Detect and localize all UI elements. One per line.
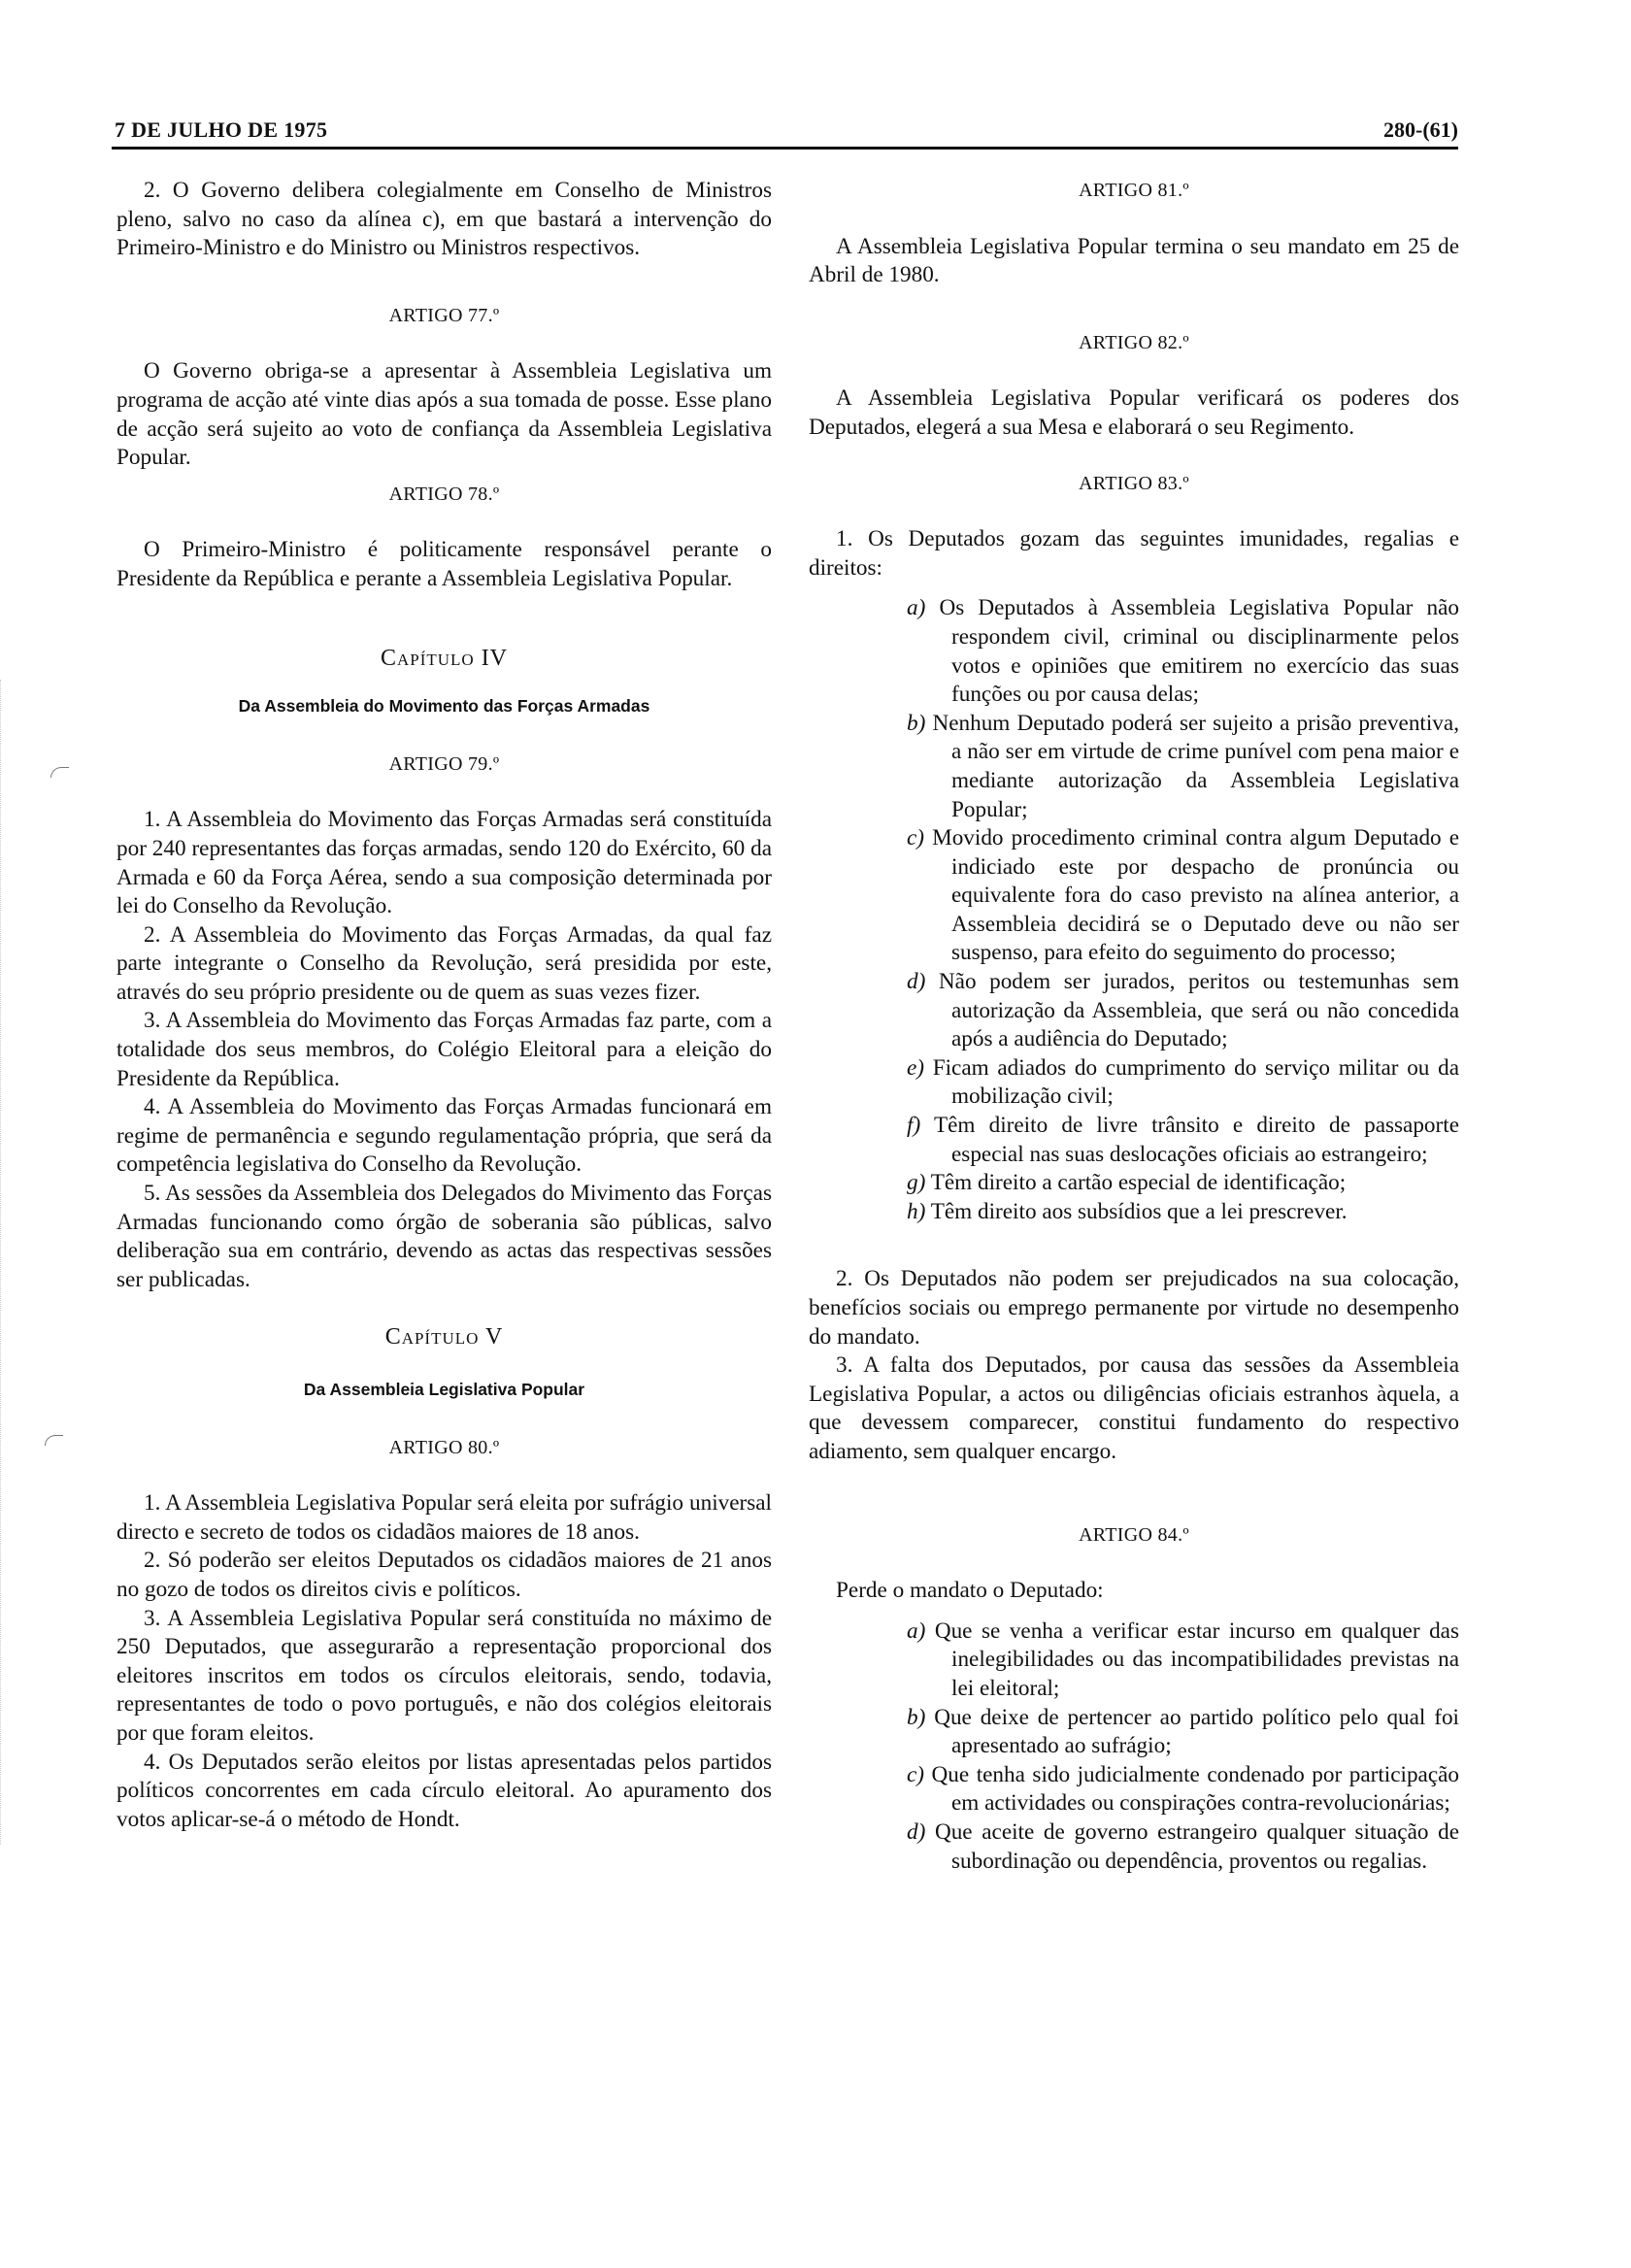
article-84-intro: Perde o mandato o Deputado: — [836, 1578, 1104, 1604]
alinea-letter: g) — [907, 1170, 926, 1196]
alinea-text: Não podem ser jurados, peritos ou testemunhas sem autorização da Assembleia, que será ou não concedida após a audiência do Deputado; — [938, 969, 1460, 1052]
article-80-title: ARTIGO 80.º — [388, 1436, 500, 1458]
alinea-letter: b) — [907, 1704, 926, 1730]
alinea-item — [867, 1761, 1459, 1818]
alinea-text: Que tenha sido judicialmente condenado por participação em actividades ou conspirações contra-revolucionárias; — [931, 1761, 1460, 1817]
alinea-text: Ficam adiados do cumprimento do serviço militar ou da mobilização civil; — [932, 1054, 1459, 1110]
article-83-paragraph-2: 2. Os Deputados não podem ser prejudicados na sua colocação, benefícios sociais ou emprego permanente por virtude no desempenho do mandato. — [809, 1266, 1459, 1350]
alinea-text: Têm direito de livre trânsito e direito de passaporte especial nas suas deslocações oficiais ao estrangeiro; — [933, 1113, 1459, 1167]
article-80-paragraph: 1. A Assembleia Legislativa Popular será eleita por sufrágio universal directo e secreto de todos os cidadãos maiores de 18 anos. — [116, 1490, 772, 1545]
article-84-title: ARTIGO 84.º — [1079, 1523, 1189, 1546]
left-column — [116, 177, 772, 1834]
article-79-paragraph: 1. A Assembleia do Movimento das Forças Armadas será constituída por 240 representantes das forças armadas, sendo 120 do Exército, 60 da Armada e 60 da Força Aérea, sendo a sua composição determinada por lei do Conselho da Revolução. — [116, 807, 772, 919]
alinea-item — [867, 1112, 1459, 1169]
article-79-paragraph: 4. A Assembleia do Movimento das Forças Armadas funcionará em regime de permanência e segundo regulamentação própria, que será da competência legislativa do Conselho da Revolução. — [116, 1094, 772, 1178]
header-page-number: 280-(61) — [1383, 117, 1458, 142]
article-83-alinea-list — [809, 594, 1459, 1226]
alinea-text: Que se venha a verificar estar incurso em qualquer das inelegibilidades ou das incompatibilidades previstas na lei eleitoral; — [934, 1618, 1459, 1701]
alinea-text: Têm direito aos subsídios que a lei prescrever. — [930, 1198, 1348, 1224]
alinea-item — [867, 1169, 1459, 1198]
article-84-alinea-list — [809, 1618, 1459, 1876]
right-column — [809, 177, 1459, 1876]
article-80-paragraph: 3. A Assembleia Legislativa Popular será constituída no máximo de 250 Deputados, que assegurarão a representação proporcional dos eleitores inscritos em todos os círculos eleitorais, sendo, todavia, representantes de todo o povo português, e não dos colégios eleitorais por que foram eleitos. — [116, 1605, 772, 1746]
page-header — [115, 114, 1458, 149]
article-78-title: ARTIGO 78.º — [388, 483, 500, 505]
alinea-letter: c) — [907, 825, 925, 851]
article-83-paragraph-3: 3. A falta dos Deputados, por causa das sessões da Assembleia Legislativa Popular, a actos ou diligências oficiais estranhos àquela, a que devessem comparecer, constitui fundamento do respectivo adiamento, sem qualquer encargo. — [809, 1352, 1459, 1464]
alinea-letter: d) — [907, 969, 926, 995]
article-82-text: A Assembleia Legislativa Popular verificará os poderes dos Deputados, elegerá a sua Mesa e elaborará o seu Regimento. — [809, 385, 1459, 440]
alinea-letter: c) — [907, 1761, 925, 1787]
article-79-paragraph: 3. A Assembleia do Movimento das Forças Armadas faz parte, com a totalidade dos seus membros, do Colégio Eleitoral para a eleição do Presidente da República. — [116, 1008, 772, 1091]
alinea-text: Que aceite de governo estrangeiro qualquer situação de subordinação ou dependência, proventos ou regalias. — [934, 1818, 1459, 1874]
alinea-letter: b) — [907, 710, 926, 736]
alinea-letter: e) — [907, 1054, 925, 1081]
header-date: 7 DE JULHO DE 1975 — [115, 117, 328, 142]
alinea-item — [867, 1704, 1459, 1761]
article-77-title: ARTIGO 77.º — [388, 304, 500, 326]
alinea-item — [867, 594, 1459, 709]
article-83-title: ARTIGO 83.º — [1079, 472, 1189, 494]
scan-margin-artifact — [0, 680, 9, 1845]
chapter-4-title: Capítulo IV — [380, 645, 509, 671]
article-79-paragraph: 2. A Assembleia do Movimento das Forças Armadas, da qual faz parte integrante o Conselho da Revolução, será presidida por este, através do seu próprio presidente ou de quem as suas vezes fizer. — [116, 921, 772, 1005]
alinea-text: Nenhum Deputado poderá ser sujeito a prisão preventiva, a não ser em virtude de crime punível com pena maior e mediante autorização da Assembleia Legislativa Popular; — [932, 710, 1459, 822]
alinea-text: Os Deputados à Assembleia Legislativa Popular não respondem civil, criminal ou disciplinarmente pelos votos e opiniões que emitirem no exercício das suas funções ou por causa delas; — [939, 595, 1460, 708]
article-82-title: ARTIGO 82.º — [1079, 331, 1189, 353]
chapter-4-subtitle: Da Assembleia do Movimento das Forças Armadas — [238, 696, 650, 717]
alinea-item — [867, 824, 1459, 968]
alinea-letter: a) — [907, 1618, 926, 1644]
alinea-item — [867, 1198, 1459, 1227]
alinea-item — [867, 968, 1459, 1054]
scan-mark — [45, 1435, 63, 1446]
alinea-item — [867, 1818, 1459, 1876]
alinea-item — [867, 1054, 1459, 1112]
header-rule — [112, 147, 1458, 150]
scan-mark — [50, 767, 69, 778]
alinea-text: Têm direito a cartão especial de identificação; — [930, 1170, 1347, 1196]
alinea-letter: a) — [907, 595, 926, 621]
article-81-text: A Assembleia Legislativa Popular termina o seu mandato em 25 de Abril de 1980. — [809, 233, 1459, 288]
article-80-paragraph: 2. Só poderão ser eleitos Deputados os cidadãos maiores de 21 anos no gozo de todos os direitos civis e políticos. — [116, 1548, 772, 1602]
alinea-letter: f) — [907, 1113, 921, 1139]
article-81-title: ARTIGO 81.º — [1079, 180, 1189, 201]
art76-paragraph-2: 2. O Governo delibera colegialmente em Conselho de Ministros pleno, salvo no caso da alínea c), em que bastará a intervenção do Primeiro-Ministro e do Ministro ou Ministros respectivos. — [116, 178, 772, 261]
alinea-text: Movido procedimento criminal contra algum Deputado e indiciado este por despacho de pronúncia ou equivalente fora do caso previsto na alínea anterior, a Assembleia decidirá se o Deputado deve ou não ser suspenso, para efeito do seguimento do processo; — [932, 825, 1460, 966]
alinea-item — [867, 710, 1459, 824]
article-79-paragraph: 5. As sessões da Assembleia dos Delegados do Mivimento das Forças Armadas funcionando como órgão de soberania são públicas, salvo deliberação sua em contrário, devendo as actas das respectivas sessões ser publicadas. — [116, 1181, 772, 1292]
alinea-item — [867, 1618, 1459, 1704]
chapter-5-title: Capítulo V — [384, 1324, 504, 1351]
article-80-paragraph: 4. Os Deputados serão eleitos por listas apresentadas pelos partidos políticos concorrentes em cada círculo eleitoral. Ao apuramento dos votos aplicar-se-á o método de Hondt. — [116, 1749, 772, 1832]
article-83-intro: 1. Os Deputados gozam das seguintes imunidades, regalias e direitos: — [809, 526, 1459, 581]
article-77-text: O Governo obriga-se a apresentar à Assembleia Legislativa um programa de acção até vinte dias após a sua tomada de posse. Esse plano de acção será sujeito ao voto de confiança da Assembleia Legislativa Popular. — [116, 358, 772, 471]
chapter-5-subtitle: Da Assembleia Legislativa Popular — [303, 1380, 585, 1399]
alinea-letter: h) — [907, 1198, 926, 1224]
alinea-letter: d) — [907, 1818, 926, 1845]
alinea-text: Que deixe de pertencer ao partido político pelo qual foi apresentado ao sufrágio; — [934, 1704, 1459, 1759]
article-78-text: O Primeiro-Ministro é politicamente responsável perante o Presidente da República e perante a Assembleia Legislativa Popular. — [116, 537, 772, 591]
article-79-title: ARTIGO 79.º — [388, 752, 500, 775]
